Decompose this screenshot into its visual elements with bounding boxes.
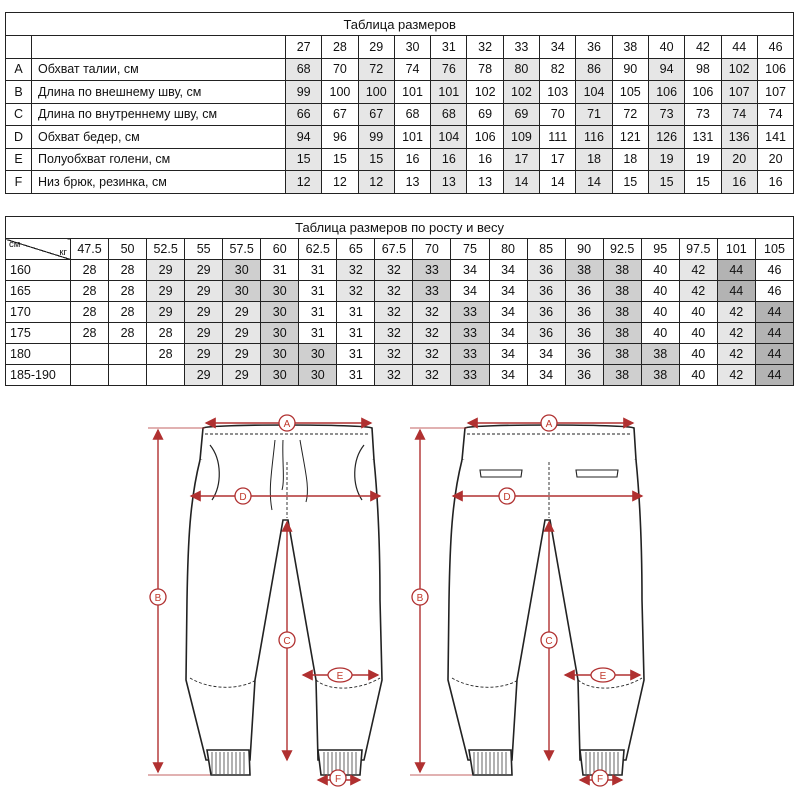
- size-value-cell: 69: [503, 103, 539, 126]
- size-value-cell: 98: [685, 58, 721, 81]
- size-row: [6, 171, 794, 194]
- size-by-weight-cell: 34: [527, 344, 565, 365]
- size-header-cell: 42: [685, 36, 721, 59]
- size-by-weight-cell: 46: [755, 260, 793, 281]
- height-row: [6, 344, 794, 365]
- size-by-weight-cell: 36: [527, 302, 565, 323]
- size-by-weight-cell: 36: [565, 323, 603, 344]
- svg-text:D: D: [239, 492, 247, 503]
- size-value-cell: 126: [648, 126, 684, 149]
- size-by-weight-cell: 44: [755, 365, 793, 386]
- size-by-weight-cell: 30: [261, 281, 299, 302]
- size-by-weight-cell: 36: [565, 281, 603, 302]
- size-value-cell: 14: [576, 171, 612, 194]
- size-value-cell: 111: [540, 126, 576, 149]
- size-by-weight-cell: 29: [185, 365, 223, 386]
- row-letter: A: [6, 58, 32, 81]
- size-value-cell: 101: [394, 126, 430, 149]
- size-by-weight-cell: 34: [489, 365, 527, 386]
- size-by-weight-cell: 42: [717, 323, 755, 344]
- size-value-cell: 20: [721, 148, 757, 171]
- size-value-cell: 106: [648, 81, 684, 104]
- size-by-weight-cell: 34: [451, 260, 489, 281]
- weight-header-cell: 85: [527, 239, 565, 260]
- size-value-cell: 14: [540, 171, 576, 194]
- size-value-cell: 99: [358, 126, 394, 149]
- size-by-weight-cell: 46: [755, 281, 793, 302]
- size-by-weight-cell: 33: [451, 323, 489, 344]
- size-value-cell: 78: [467, 58, 503, 81]
- size-by-weight-cell: 30: [299, 344, 337, 365]
- size-value-cell: 15: [648, 171, 684, 194]
- marker-c-front: [279, 632, 295, 648]
- size-by-weight-cell: 31: [299, 323, 337, 344]
- size-by-weight-cell: 38: [603, 365, 641, 386]
- size-by-weight-cell: 31: [261, 260, 299, 281]
- size-value-cell: 106: [685, 81, 721, 104]
- size-by-weight-cell: 34: [489, 323, 527, 344]
- weight-header-cell: 55: [185, 239, 223, 260]
- size-value-cell: 68: [431, 103, 467, 126]
- svg-text:E: E: [599, 671, 607, 682]
- size-by-weight-cell: 29: [185, 281, 223, 302]
- size-by-weight-cell: 44: [717, 260, 755, 281]
- size-value-cell: 90: [612, 58, 648, 81]
- svg-text:C: C: [283, 636, 291, 647]
- weight-header-cell: 50: [109, 239, 147, 260]
- size-by-weight-cell: 32: [337, 281, 375, 302]
- size-value-cell: 101: [431, 81, 467, 104]
- size-by-weight-cell: 40: [641, 281, 679, 302]
- size-by-weight-cell: 42: [679, 281, 717, 302]
- size-by-weight-cell: 28: [109, 260, 147, 281]
- size-value-cell: 20: [757, 148, 793, 171]
- size-value-cell: 72: [358, 58, 394, 81]
- marker-f-back: [592, 770, 608, 786]
- height-unit-label: см: [9, 239, 21, 250]
- size-by-weight-cell: 29: [223, 302, 261, 323]
- svg-text:E: E: [336, 671, 344, 682]
- size-by-weight-cell: 33: [451, 344, 489, 365]
- size-header-cell: 31: [431, 36, 467, 59]
- size-value-cell: 67: [358, 103, 394, 126]
- size-value-cell: 116: [576, 126, 612, 149]
- size-header-cell: 33: [503, 36, 539, 59]
- size-by-weight-cell: 42: [679, 260, 717, 281]
- corner-cell: [6, 239, 71, 260]
- svg-text:D: D: [503, 492, 511, 503]
- size-value-cell: 107: [721, 81, 757, 104]
- size-by-weight-cell: 32: [375, 302, 413, 323]
- size-by-weight-cell: 34: [489, 260, 527, 281]
- svg-text:A: A: [545, 419, 553, 430]
- marker-a-front: [279, 415, 295, 431]
- size-by-weight-cell: 28: [147, 344, 185, 365]
- size-value-cell: 96: [322, 126, 358, 149]
- row-label: Длина по внешнему шву, см: [32, 81, 286, 104]
- size-by-weight-cell: 33: [451, 365, 489, 386]
- size-value-cell: 68: [394, 103, 430, 126]
- svg-text:B: B: [154, 593, 162, 604]
- size-by-weight-cell: 34: [451, 281, 489, 302]
- size-value-cell: 12: [358, 171, 394, 194]
- size-by-weight-cell: 38: [603, 344, 641, 365]
- size-value-cell: 15: [685, 171, 721, 194]
- size-by-weight-cell: 32: [375, 365, 413, 386]
- marker-a-label: A: [283, 419, 291, 430]
- size-by-weight-cell: 40: [679, 365, 717, 386]
- size-header-cell: 28: [322, 36, 358, 59]
- size-by-weight-cell: 36: [565, 302, 603, 323]
- size-value-cell: 12: [286, 171, 322, 194]
- size-by-weight-cell: 34: [489, 344, 527, 365]
- size-value-cell: 102: [503, 81, 539, 104]
- size-by-weight-cell: 42: [717, 365, 755, 386]
- size-by-weight-cell: 34: [489, 302, 527, 323]
- size-by-weight-cell: [109, 365, 147, 386]
- weight-header-cell: 95: [641, 239, 679, 260]
- size-value-cell: 99: [286, 81, 322, 104]
- size-value-cell: 100: [358, 81, 394, 104]
- row-letter: C: [6, 103, 32, 126]
- size-value-cell: 16: [394, 148, 430, 171]
- size-by-weight-cell: 44: [755, 344, 793, 365]
- size-header-cell: 40: [648, 36, 684, 59]
- size-by-weight-cell: 32: [375, 260, 413, 281]
- size-by-weight-cell: 38: [603, 323, 641, 344]
- size-value-cell: 71: [576, 103, 612, 126]
- size-by-weight-cell: 30: [223, 260, 261, 281]
- size-header-cell: 46: [757, 36, 793, 59]
- svg-text:F: F: [334, 774, 342, 785]
- size-value-cell: 66: [286, 103, 322, 126]
- weight-header-cell: 97.5: [679, 239, 717, 260]
- size-row: [6, 58, 794, 81]
- size-header-cell: 27: [286, 36, 322, 59]
- size-by-weight-cell: 29: [223, 365, 261, 386]
- svg-text:C: C: [545, 636, 553, 647]
- size-header-cell: 34: [540, 36, 576, 59]
- size-value-cell: 86: [576, 58, 612, 81]
- size-value-cell: 94: [648, 58, 684, 81]
- size-by-weight-cell: 44: [755, 323, 793, 344]
- size-value-cell: 105: [612, 81, 648, 104]
- size-by-weight-cell: 40: [679, 323, 717, 344]
- size-value-cell: 16: [431, 148, 467, 171]
- size-by-weight-cell: 31: [337, 323, 375, 344]
- size-by-weight-cell: 31: [337, 302, 375, 323]
- height-label: 165: [6, 281, 71, 302]
- weight-header-cell: 92.5: [603, 239, 641, 260]
- size-value-cell: 73: [648, 103, 684, 126]
- size-value-cell: 121: [612, 126, 648, 149]
- size-value-cell: 17: [503, 148, 539, 171]
- weight-header-cell: 65: [337, 239, 375, 260]
- size-by-weight-cell: [147, 365, 185, 386]
- size-value-cell: 131: [685, 126, 721, 149]
- size-by-weight-cell: 33: [413, 281, 451, 302]
- size-header-cell: 30: [394, 36, 430, 59]
- size-value-cell: 67: [322, 103, 358, 126]
- size-value-cell: 16: [721, 171, 757, 194]
- size-by-weight-cell: 38: [641, 344, 679, 365]
- size-value-cell: 18: [612, 148, 648, 171]
- marker-b-front: [150, 589, 166, 605]
- size-row: [6, 126, 794, 149]
- size-by-weight-cell: 32: [413, 365, 451, 386]
- size-by-weight-cell: 40: [641, 323, 679, 344]
- size-table-title: Таблица размеров: [6, 13, 794, 36]
- size-by-weight-cell: 44: [717, 281, 755, 302]
- weight-header-cell: 47.5: [71, 239, 109, 260]
- height-row: [6, 281, 794, 302]
- weight-header-cell: 101: [717, 239, 755, 260]
- weight-unit-label: кг: [59, 247, 67, 258]
- size-value-cell: 18: [576, 148, 612, 171]
- size-value-cell: 15: [612, 171, 648, 194]
- size-by-weight-cell: 29: [147, 302, 185, 323]
- row-label: Низ брюк, резинка, см: [32, 171, 286, 194]
- svg-text:B: B: [416, 593, 424, 604]
- weight-header-row: [6, 239, 794, 260]
- size-by-weight-cell: 38: [565, 260, 603, 281]
- size-by-weight-cell: 36: [565, 365, 603, 386]
- size-row: [6, 148, 794, 171]
- size-value-cell: 103: [540, 81, 576, 104]
- size-by-weight-cell: 36: [527, 260, 565, 281]
- size-by-weight-cell: 34: [489, 281, 527, 302]
- size-row: [6, 81, 794, 104]
- size-value-cell: 94: [286, 126, 322, 149]
- marker-d-front: [235, 488, 251, 504]
- size-value-cell: 100: [322, 81, 358, 104]
- size-by-weight-cell: 29: [185, 260, 223, 281]
- size-by-weight-cell: 29: [185, 302, 223, 323]
- size-by-weight-cell: 38: [603, 260, 641, 281]
- marker-a-back: [541, 415, 557, 431]
- size-by-weight-cell: [71, 344, 109, 365]
- pants-back-view: [448, 425, 644, 775]
- size-value-cell: 15: [322, 148, 358, 171]
- size-by-weight-cell: 38: [603, 281, 641, 302]
- size-value-cell: 102: [467, 81, 503, 104]
- size-value-cell: 101: [394, 81, 430, 104]
- size-by-weight-cell: 29: [223, 323, 261, 344]
- size-by-weight-cell: 38: [641, 365, 679, 386]
- height-row: [6, 323, 794, 344]
- weight-header-cell: 52.5: [147, 239, 185, 260]
- size-table: [5, 12, 794, 194]
- height-label: 185-190: [6, 365, 71, 386]
- row-letter: D: [6, 126, 32, 149]
- size-by-weight-cell: 30: [261, 302, 299, 323]
- weight-header-cell: 105: [755, 239, 793, 260]
- size-value-cell: 17: [540, 148, 576, 171]
- size-header-cell: 29: [358, 36, 394, 59]
- height-label: 175: [6, 323, 71, 344]
- size-by-weight-cell: 32: [413, 302, 451, 323]
- marker-b-back: [412, 589, 428, 605]
- size-value-cell: 13: [394, 171, 430, 194]
- size-value-cell: 76: [431, 58, 467, 81]
- weight-header-cell: 60: [261, 239, 299, 260]
- height-row: [6, 365, 794, 386]
- size-by-weight-cell: 32: [375, 344, 413, 365]
- size-by-weight-cell: 31: [299, 302, 337, 323]
- weight-header-cell: 70: [413, 239, 451, 260]
- row-label: Обхват талии, см: [32, 58, 286, 81]
- weight-header-cell: 57.5: [223, 239, 261, 260]
- size-value-cell: 16: [467, 148, 503, 171]
- size-by-weight-cell: 34: [527, 365, 565, 386]
- marker-e-back: [591, 668, 615, 682]
- size-by-weight-cell: 33: [413, 260, 451, 281]
- size-value-cell: 104: [431, 126, 467, 149]
- size-by-weight-cell: 31: [337, 344, 375, 365]
- size-by-weight-cell: 30: [299, 365, 337, 386]
- size-value-cell: 15: [358, 148, 394, 171]
- size-by-weight-cell: 32: [375, 323, 413, 344]
- height-label: 180: [6, 344, 71, 365]
- size-header-cell: 36: [576, 36, 612, 59]
- size-value-cell: 14: [503, 171, 539, 194]
- size-value-cell: 73: [685, 103, 721, 126]
- weight-header-cell: 67.5: [375, 239, 413, 260]
- size-by-weight-cell: 32: [413, 344, 451, 365]
- size-by-weight-cell: 30: [261, 365, 299, 386]
- height-weight-table: [5, 216, 794, 386]
- weight-header-cell: 90: [565, 239, 603, 260]
- size-by-weight-cell: 42: [717, 302, 755, 323]
- size-value-cell: 70: [322, 58, 358, 81]
- marker-f-front: [330, 770, 346, 786]
- marker-e-front: [328, 668, 352, 682]
- size-by-weight-cell: 29: [185, 344, 223, 365]
- size-value-cell: 16: [757, 171, 793, 194]
- marker-d-back: [499, 488, 515, 504]
- size-by-weight-cell: 29: [147, 281, 185, 302]
- size-value-cell: 141: [757, 126, 793, 149]
- size-by-weight-cell: 28: [71, 302, 109, 323]
- size-by-weight-cell: 31: [337, 365, 375, 386]
- size-by-weight-cell: 30: [261, 323, 299, 344]
- size-value-cell: 12: [322, 171, 358, 194]
- size-header-row: [6, 36, 794, 59]
- size-by-weight-cell: 28: [71, 260, 109, 281]
- size-by-weight-cell: 38: [603, 302, 641, 323]
- height-weight-table-title: Таблица размеров по росту и весу: [6, 217, 794, 239]
- pants-measurement-diagram: [0, 400, 800, 800]
- size-by-weight-cell: 40: [679, 344, 717, 365]
- size-by-weight-cell: 32: [413, 323, 451, 344]
- size-by-weight-cell: 42: [717, 344, 755, 365]
- svg-text:F: F: [596, 774, 604, 785]
- size-by-weight-cell: [71, 365, 109, 386]
- size-by-weight-cell: 30: [223, 281, 261, 302]
- size-by-weight-cell: 28: [109, 323, 147, 344]
- size-value-cell: 102: [721, 58, 757, 81]
- height-row: [6, 302, 794, 323]
- size-value-cell: 13: [467, 171, 503, 194]
- size-value-cell: 109: [503, 126, 539, 149]
- size-by-weight-cell: 28: [71, 281, 109, 302]
- size-value-cell: 70: [540, 103, 576, 126]
- size-value-cell: 69: [467, 103, 503, 126]
- pants-front-view: [186, 425, 382, 775]
- row-letter: E: [6, 148, 32, 171]
- size-by-weight-cell: 36: [565, 344, 603, 365]
- size-by-weight-cell: 29: [147, 260, 185, 281]
- size-value-cell: 15: [286, 148, 322, 171]
- row-letter: B: [6, 81, 32, 104]
- size-value-cell: 107: [757, 81, 793, 104]
- size-by-weight-cell: 40: [679, 302, 717, 323]
- height-row: [6, 260, 794, 281]
- size-by-weight-cell: 29: [223, 344, 261, 365]
- row-label: Обхват бедер, см: [32, 126, 286, 149]
- marker-c-back: [541, 632, 557, 648]
- size-by-weight-cell: 28: [147, 323, 185, 344]
- size-value-cell: 68: [286, 58, 322, 81]
- size-value-cell: 74: [394, 58, 430, 81]
- row-letter: F: [6, 171, 32, 194]
- size-header-cell: 38: [612, 36, 648, 59]
- size-by-weight-cell: 28: [109, 302, 147, 323]
- size-by-weight-cell: 28: [109, 281, 147, 302]
- row-label: Длина по внутреннему шву, см: [32, 103, 286, 126]
- size-by-weight-cell: 30: [261, 344, 299, 365]
- size-header-cell: 32: [467, 36, 503, 59]
- size-value-cell: 82: [540, 58, 576, 81]
- size-by-weight-cell: 40: [641, 302, 679, 323]
- weight-header-cell: 80: [489, 239, 527, 260]
- size-value-cell: 19: [685, 148, 721, 171]
- weight-header-cell: 62.5: [299, 239, 337, 260]
- size-by-weight-cell: 44: [755, 302, 793, 323]
- size-value-cell: 74: [757, 103, 793, 126]
- size-row: [6, 103, 794, 126]
- size-value-cell: 136: [721, 126, 757, 149]
- size-value-cell: 13: [431, 171, 467, 194]
- size-value-cell: 106: [467, 126, 503, 149]
- size-value-cell: 72: [612, 103, 648, 126]
- size-by-weight-cell: 29: [185, 323, 223, 344]
- row-label: Полуобхват голени, см: [32, 148, 286, 171]
- size-by-weight-cell: 40: [641, 260, 679, 281]
- size-value-cell: 19: [648, 148, 684, 171]
- size-by-weight-cell: 32: [337, 260, 375, 281]
- size-value-cell: 74: [721, 103, 757, 126]
- size-by-weight-cell: 31: [299, 260, 337, 281]
- size-by-weight-cell: 36: [527, 323, 565, 344]
- size-value-cell: 80: [503, 58, 539, 81]
- size-header-cell: 44: [721, 36, 757, 59]
- size-by-weight-cell: 28: [71, 323, 109, 344]
- size-by-weight-cell: 36: [527, 281, 565, 302]
- size-by-weight-cell: 33: [451, 302, 489, 323]
- size-by-weight-cell: 31: [299, 281, 337, 302]
- weight-header-cell: 75: [451, 239, 489, 260]
- size-by-weight-cell: 32: [375, 281, 413, 302]
- height-label: 170: [6, 302, 71, 323]
- size-value-cell: 106: [757, 58, 793, 81]
- size-by-weight-cell: [109, 344, 147, 365]
- size-value-cell: 104: [576, 81, 612, 104]
- height-label: 160: [6, 260, 71, 281]
